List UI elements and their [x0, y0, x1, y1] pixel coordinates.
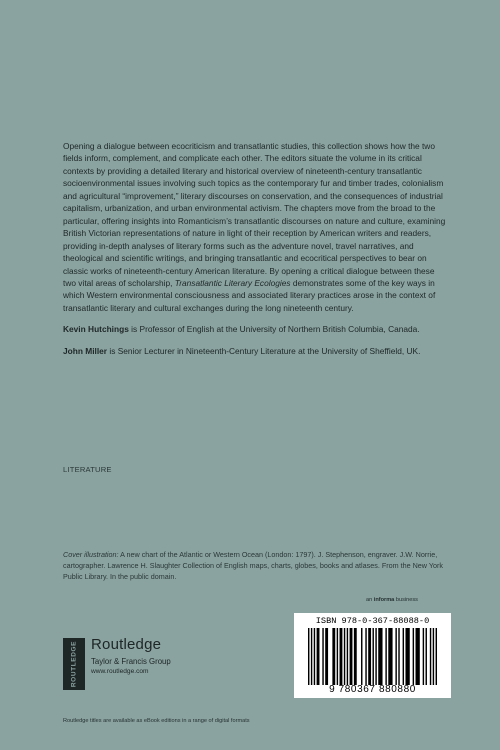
- barcode-bar: [314, 628, 315, 685]
- barcode-bar: [354, 628, 357, 685]
- barcode-bar: [361, 628, 362, 685]
- barcode-bar: [347, 628, 348, 685]
- book-description: [63, 140, 448, 366]
- author-bio-1: [63, 323, 448, 335]
- subject-category: LITERATURE: [63, 465, 112, 474]
- barcode-bar: [395, 628, 396, 685]
- credit-label: Cover illustration:: [63, 550, 119, 559]
- barcode-bar: [403, 628, 404, 685]
- barcode-bar: [413, 628, 414, 685]
- informa-brand: informa: [373, 597, 395, 603]
- barcode-bars: [308, 628, 437, 685]
- description-text: Opening a dialogue between ecocriticism and transatlantic studies, this collection shows how the two fields inform, complement, and complicate each other. The editors situate the volume in its critical contexts by providing a detailed literary and historical overview of nineteenth-century transatlantic socioenvironmental issues involving such topics as the contemporary fur and timber trades, colonialism and agricultural “improvement,” literary discourses on conservation, and the consequences of industrial capitalism, urbanization, and urban environmental activism. The chapters move from the broad to the particular, offering insights into Romanticism’s transatlantic discourses on nature and culture, examining British Victorian representations of nature in light of their reception by American writers and readers, providing in-depth analyses of literary forms such as the adventure novel, travel narratives, and theological and scientific writings, and bringing transatlantic and ecocritical perspectives to bear on classic works of nineteenth-century American literature. By opening a critical dialogue between these two vital areas of scholarship,: [63, 141, 446, 288]
- barcode-bar: [423, 628, 424, 685]
- barcode-bar: [337, 628, 338, 685]
- description-paragraph: [63, 140, 448, 314]
- barcode-bar: [436, 628, 437, 685]
- informa-business-mark: [366, 597, 418, 603]
- ebook-availability-note: Routledge titles are available as eBook editions in a range of digital formats: [63, 718, 250, 724]
- barcode-bar: [332, 628, 335, 685]
- barcode-bar: [430, 628, 431, 685]
- barcode-bar: [317, 628, 320, 685]
- isbn-label: ISBN 978-0-367-88088-0: [315, 616, 430, 626]
- credit-text: A new chart of the Atlantic or Western Ocean (London: 1797). J. Stephenson, engraver. J.W. Norrie, cartographer. Lawrence H. Slaughter Collection of English maps, charts, globes, books and atlases. From the New York Public Library. In the public domain.: [63, 550, 443, 581]
- barcode-bar: [344, 628, 345, 685]
- barcode-bar: [378, 628, 382, 685]
- ean-digits: 9 780367 880880: [329, 684, 416, 695]
- publisher-url[interactable]: www.routledge.com: [91, 668, 149, 675]
- barcode-bar: [350, 628, 353, 685]
- barcode-bar: [416, 628, 420, 685]
- barcode-bar: [365, 628, 366, 685]
- author-name: Kevin Hutchings: [63, 324, 129, 335]
- barcode-bar: [433, 628, 434, 685]
- informa-suffix: business: [394, 597, 418, 603]
- isbn-barcode: [294, 613, 451, 698]
- informa-prefix: an: [366, 597, 374, 603]
- routledge-logo-icon: [63, 638, 85, 690]
- barcode-bar: [385, 628, 386, 685]
- author-affiliation: is Professor of English at the University of Northern British Columbia, Canada.: [128, 324, 420, 335]
- author-name: John Miller: [63, 345, 108, 356]
- publisher-group: Taylor & Francis Group: [91, 657, 171, 666]
- description-text-end: demonstrates some of the key ways in which Western environmental consciousness and associated literary practices arose in the context of transatlantic literary and cultural exchanges during the long nineteenth century.: [63, 277, 436, 313]
- svg-text:ROUTLEDGE: ROUTLEDGE: [70, 640, 78, 688]
- barcode-bar: [311, 628, 312, 685]
- barcode-bar: [308, 628, 309, 685]
- barcode-bar: [340, 628, 343, 685]
- barcode-bar: [322, 628, 323, 685]
- barcode-bar: [405, 628, 409, 685]
- author-bio-2: [63, 345, 448, 357]
- cover-illustration-credit: [63, 550, 443, 582]
- barcode-bar: [388, 628, 392, 685]
- barcode-bar: [368, 628, 371, 685]
- barcode-bar: [373, 628, 374, 685]
- barcode-bar: [398, 628, 399, 685]
- book-title: Transatlantic Literary Ecologies: [174, 277, 291, 288]
- barcode-bar: [325, 628, 328, 685]
- barcode-bar: [375, 628, 376, 685]
- publisher-name: Routledge: [91, 636, 162, 653]
- author-affiliation: is Senior Lecturer in Nineteenth-Century Literature at the University of Sheffield, UK.: [107, 345, 421, 356]
- barcode-bar: [426, 628, 427, 685]
